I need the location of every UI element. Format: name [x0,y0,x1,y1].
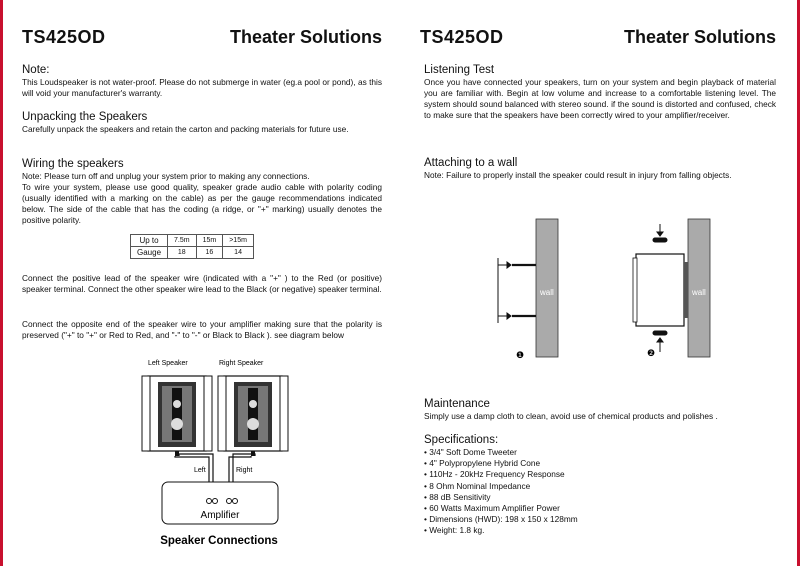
screw-icon [498,262,536,319]
wall-2-label: wall [692,288,706,297]
brand-name: Theater Solutions [229,27,382,47]
specs-list [424,447,776,537]
amplifier-label: Amplifier [200,510,240,521]
model-name: TS425OD [22,27,106,47]
list-item: • Weight: 1.8 kg. [424,525,776,536]
speaker-side-icon [633,254,688,326]
left-channel-label: Left [194,467,206,474]
connect-text-1: Connect the positive lead of the speaker wire (indicated with a "+" ) to the Red (or positive) speaker terminal. Connect the other speaker wire lead to the Black (or negative) speaker terminal. [22,273,382,294]
wiring-note: Note: Please turn off and unplug your system prior to making any connections. [22,171,310,181]
attach-heading: Attaching to a wall [424,157,518,169]
attach-note: Note: Failure to properly install the speaker could result in injury from falling objects. [424,170,732,180]
table-cell: 15m [196,235,223,247]
right-speaker-label: Right Speaker [219,360,264,367]
connect-text-2: Connect the opposite end of the speaker wire to your amplifier making sure that the polarity is preserved ("+" to "+" or Red to Red, and "-" to "-" or Black to Black ). see diagram below [22,319,382,340]
model-name: TS425OD [420,27,504,47]
list-item: • Dimensions (HWD): 198 x 150 x 128mm [424,514,776,525]
speaker-connection-diagram [132,354,312,559]
list-item: • 110Hz - 20kHz Frequency Response [424,469,776,480]
right-channel-label: Right [236,467,253,474]
table-cell: >15m [223,235,254,247]
left-header [22,27,382,49]
table-cell: Gauge [131,247,168,259]
diagram-caption: Speaker Connections [160,535,278,547]
table-cell: Up to [131,235,168,247]
brand-name: Theater Solutions [623,27,776,47]
list-item: • 88 dB Sensitivity [424,492,776,503]
table-cell: 14 [223,247,254,259]
note-section [22,63,382,99]
right-page [420,0,776,566]
connect-section-2 [22,319,382,341]
unpacking-heading: Unpacking the Speakers [22,111,148,123]
listening-heading: Listening Test [424,64,495,76]
gauge-table [130,234,254,259]
left-speaker-label: Left Speaker [148,360,188,367]
unpacking-section [22,110,382,135]
table-row [131,247,254,259]
note-text: This Loudspeaker is not water-proof. Please do not submerge in water (eg.a pool or pond), as this will void your manufacturer's warranty. [22,77,382,98]
maintenance-text: Simply use a damp cloth to clean, avoid use of chemical products and polishes . [424,411,718,421]
table-cell: 16 [196,247,223,259]
list-item: • 3/4" Soft Dome Tweeter [424,447,776,458]
listening-section [424,63,776,121]
wall-mount-diagram [490,210,720,370]
right-speaker-icon [218,376,288,456]
wiring-text: To wire your system, please use good quality, speaker grade audio cable with polarity coding (usually identified with a marking on the cable) as per the gauge recommendations indicated below. The side of the cable that has the coding (a ridge, or "+" marking) usually denotes the positive polarity. [22,182,382,225]
list-item: • 60 Watts Maximum Amplifier Power [424,503,776,514]
connect-section-1 [22,273,382,295]
note-heading: Note: [22,64,50,76]
wiring-section [22,157,382,226]
step-1-marker: ❶ [516,350,525,360]
step-2-marker: ❷ [647,348,656,358]
list-item: • 4" Polypropylene Hybrid Cone [424,458,776,469]
table-cell: 18 [168,247,197,259]
specs-section [424,433,776,537]
unpacking-text: Carefully unpack the speakers and retain the carton and packing materials for future use. [22,124,349,134]
attach-section [424,156,776,181]
table-row [131,235,254,247]
table-cell: 7.5m [168,235,197,247]
maintenance-heading: Maintenance [424,398,490,410]
left-page [22,0,382,566]
left-page-border [0,0,3,566]
right-header [420,27,776,49]
maintenance-section [424,397,776,422]
wall-1-label: wall [540,288,554,297]
specs-heading: Specifications: [424,434,499,446]
list-item: • 8 Ohm Nominal Impedance [424,481,776,492]
listening-text: Once you have connected your speakers, turn on your system and begin playback of material you are familiar with. Begin at low volume and increase to a comfortable listening level. The system should sound balanced with stereo sound. if the sound is distorted and confused, check to make sure that the speakers have been correctly wired to your amplifier/receiver. [424,77,776,120]
left-speaker-icon [142,376,212,456]
wiring-heading: Wiring the speakers [22,158,124,170]
